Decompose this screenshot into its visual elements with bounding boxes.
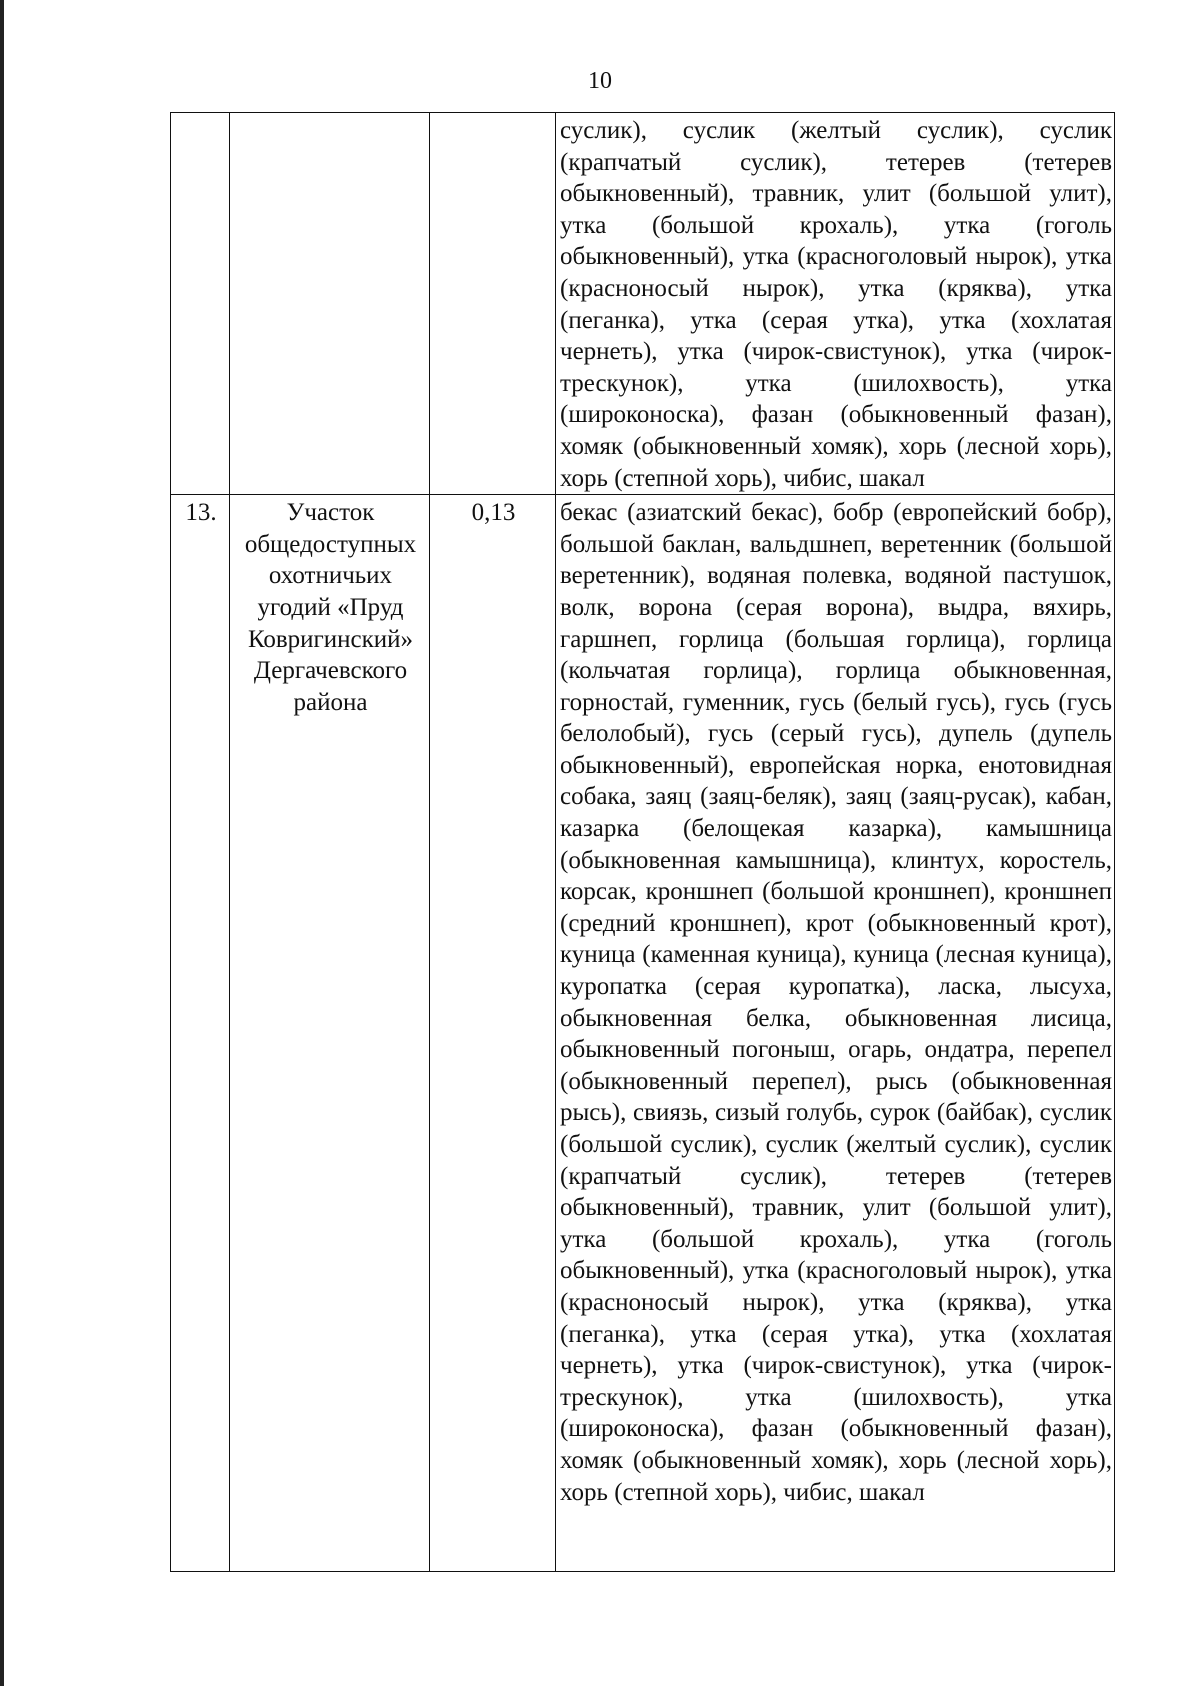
table-row bbox=[171, 113, 1115, 495]
ground-value bbox=[430, 113, 556, 495]
row-number bbox=[171, 113, 230, 495]
row-number: 13. bbox=[171, 495, 230, 1572]
ground-name: Участок общедоступных охотничьих угодий «Пруд Ковригинский» Дергачевского района bbox=[230, 495, 430, 1572]
hunting-grounds-table bbox=[170, 112, 1115, 1572]
ground-name bbox=[230, 113, 430, 495]
species-list: бекас (азиатский бекас), бобр (европейский бобр), большой баклан, вальдшнеп, веретенник (большой веретенник), водяная полевка, водяной пастушок, волк, ворона (серая ворона), выдра, вяхирь, гаршнеп, горлица (большая горлица), горлица (кольчатая горлица), горлица обыкновенная, горностай, гуменник, гусь (белый гусь), гусь (гусь белолобый), гусь (серый гусь), дупель (дупель обыкновенный), европейская норка, енотовидная собака, заяц (заяц-беляк), заяц (заяц-русак), кабан, казарка (белощекая казарка), камышница (обыкновенная камышница), клинтух, коростель, корсак, кроншнеп (большой кроншнеп), кроншнеп (средний кроншнеп), крот (обыкновенный крот), куница (каменная куница), куница (лесная куница), куропатка (серая куропатка), ласка, лысуха, обыкновенная белка, обыкновенная лисица, обыкновенный погоныш, огарь, ондатра, перепел (обыкновенный перепел), рысь (обыкновенная рысь), свиязь, сизый голубь, сурок (байбак), суслик (большой суслик), суслик (желтый суслик), суслик (крапчатый суслик), тетерев (тетерев обыкновенный), травник, улит (большой улит), утка (большой крохаль), утка (гоголь обыкновенный), утка (красноголовый нырок), утка (красноносый нырок), утка (кряква), утка (пеганка), утка (серая утка), утка (хохлатая чернеть), утка (чирок-свистунок), утка (чирок-трескунок), утка (шилохвость), утка (широконоска), фазан (обыкновенный фазан), хомяк (обыкновенный хомяк), хорь (лесной хорь), хорь (степной хорь), чибис, шакал bbox=[556, 495, 1115, 1572]
ground-value: 0,13 bbox=[430, 495, 556, 1572]
scan-edge bbox=[0, 0, 4, 1686]
page-number: 10 bbox=[588, 68, 612, 94]
species-list: суслик), суслик (желтый суслик), суслик (крапчатый суслик), тетерев (тетерев обыкновенный), травник, улит (большой улит), утка (большой крохаль), утка (гоголь обыкновенный), утка (красноголовый нырок), утка (красноносый нырок), утка (кряква), утка (пеганка), утка (серая утка), утка (хохлатая чернеть), утка (чирок-свистунок), утка (чирок-трескунок), утка (шилохвость), утка (широконоска), фазан (обыкновенный фазан), хомяк (обыкновенный хомяк), хорь (лесной хорь), хорь (степной хорь), чибис, шакал bbox=[556, 113, 1115, 495]
table-row bbox=[171, 495, 1115, 1572]
